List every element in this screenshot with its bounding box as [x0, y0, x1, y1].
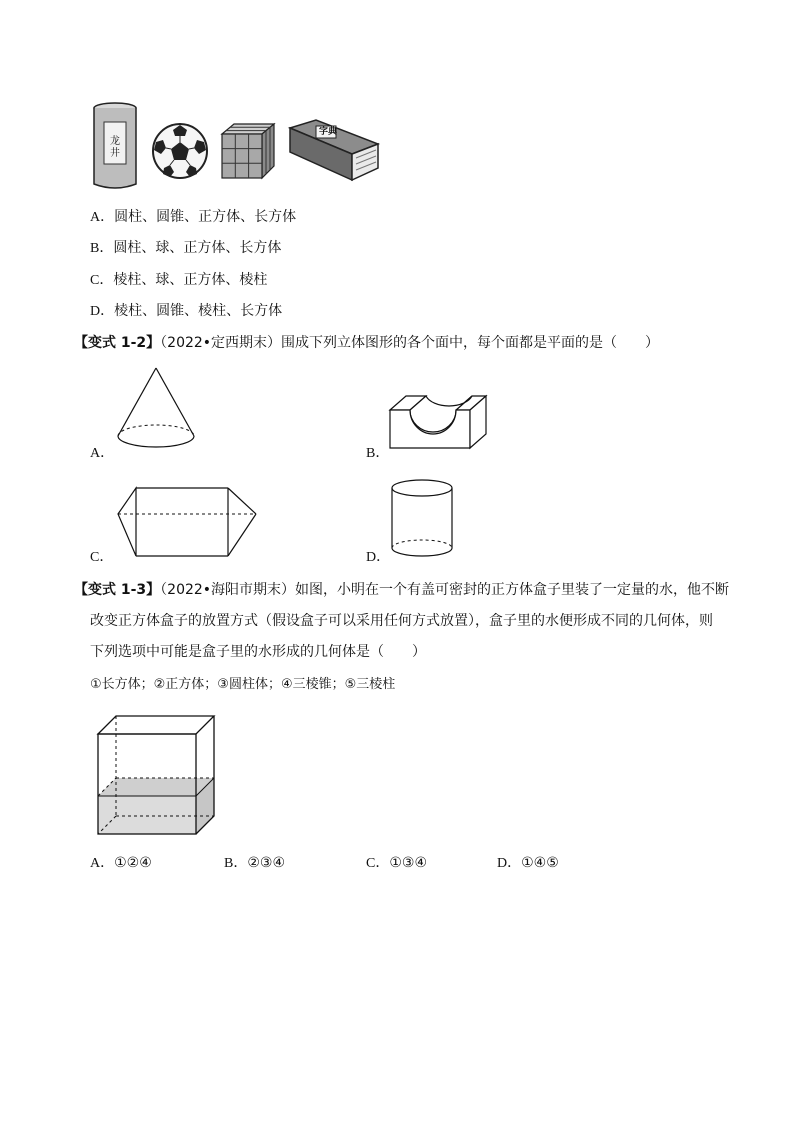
- option-text: 圆柱、圆锥、正方体、长方体: [114, 209, 297, 225]
- tea-can-text: 龙井: [110, 136, 120, 159]
- option-text: 圆柱、球、正方体、长方体: [113, 240, 282, 256]
- cylinder-figure: [386, 476, 458, 562]
- option-text: ①④⑤: [521, 855, 559, 871]
- q2-option-b-label[interactable]: B．: [366, 446, 390, 461]
- q3-option-b[interactable]: [224, 853, 285, 874]
- q1-option-a[interactable]: [90, 207, 296, 228]
- option-letter: D．: [497, 856, 522, 871]
- q1-picture-row: [90, 100, 390, 192]
- option-letter: D．: [90, 304, 115, 319]
- q2-question: [74, 333, 659, 353]
- grooved-block-figure: [386, 390, 490, 454]
- rubiks-cube-picture: [220, 122, 276, 180]
- q3-option-a[interactable]: [90, 853, 152, 874]
- option-letter: A．: [90, 210, 115, 225]
- q3-text-1: （2022•海阳市期末）如图，小明在一个有盖可密封的正方体盒子里装了一定量的水，他不断: [160, 582, 730, 598]
- q3-option-d[interactable]: [497, 853, 559, 874]
- option-letter: C．: [90, 273, 114, 288]
- q1-option-b[interactable]: [90, 238, 281, 259]
- option-letter: A．: [90, 856, 115, 871]
- q2-option-d-label[interactable]: D．: [366, 550, 391, 565]
- q3-option-c[interactable]: [366, 853, 427, 874]
- q2-tag: 【变式 1-2】: [74, 335, 161, 351]
- q3-tag: 【变式 1-3】: [74, 582, 161, 598]
- dictionary-book-title: 字典: [319, 127, 338, 137]
- water-cube-figure: [96, 706, 220, 842]
- option-text: ①②④: [114, 855, 152, 871]
- soccer-ball-picture: [150, 122, 210, 180]
- option-text: 棱柱、圆锥、棱柱、长方体: [114, 303, 283, 319]
- q2-text: （2022•定西期末）围成下列立体图形的各个面中，每个面都是平面的是（ ）: [160, 335, 660, 351]
- q3-items: ①长方体；②正方体；③圆柱体；④三棱锥；⑤三棱柱: [90, 677, 396, 692]
- q2-option-a-label[interactable]: A．: [90, 446, 115, 461]
- q3-question-line-1: [74, 580, 729, 600]
- option-letter: B．: [224, 856, 248, 871]
- cone-figure: [112, 366, 208, 458]
- q2-option-c-label[interactable]: C．: [90, 550, 114, 565]
- option-letter: B．: [90, 241, 114, 256]
- option-text: ②③④: [247, 855, 285, 871]
- q1-option-d[interactable]: [90, 301, 282, 322]
- q3-question-line-2: 改变正方体盒子的放置方式（假设盒子可以采用任何方式放置），盒子里的水便形成不同的几何体，则: [90, 613, 713, 629]
- q1-option-c[interactable]: [90, 270, 267, 291]
- q3-question-line-3: 下列选项中可能是盒子里的水形成的几何体是（ ）: [90, 644, 426, 660]
- option-text: 棱柱、球、正方体、棱柱: [113, 272, 268, 288]
- option-letter: C．: [366, 856, 390, 871]
- triangular-prism-figure: [114, 484, 264, 560]
- option-text: ①③④: [389, 855, 427, 871]
